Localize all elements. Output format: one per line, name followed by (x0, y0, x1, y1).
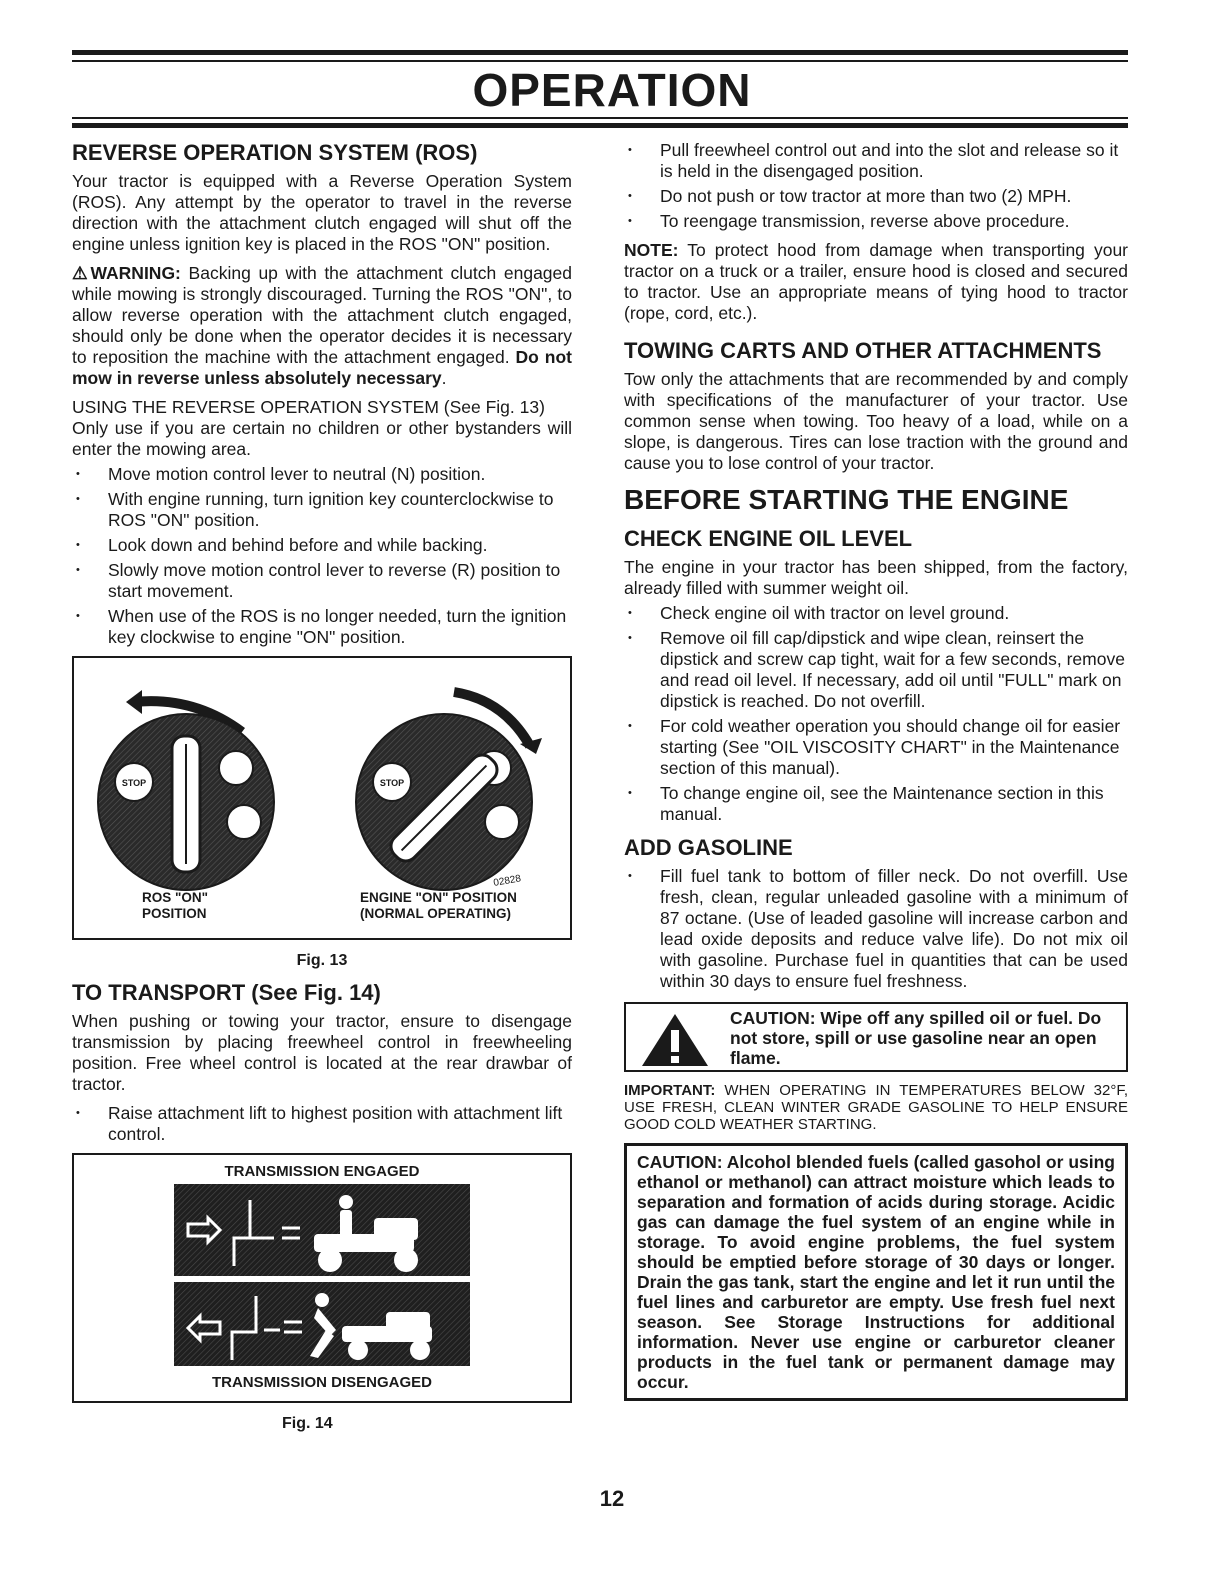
important-label: IMPORTANT: (624, 1082, 716, 1099)
left-column (72, 140, 572, 1443)
warning-text: Backing up with the attachment clutch engaged while mowing is strongly discouraged. Turning the ROS "ON", to allow reverse operation with the attachment clutch engaged, should only be done when the operator decides it is necessary to reposition the machine with the attachment engaged. (72, 263, 572, 367)
list-item: • To reengage transmission, reverse above procedure. (624, 211, 1128, 232)
transmission-engaged-label: TRANSMISSION ENGAGED (224, 1163, 420, 1180)
header-rule-bottom-thin (72, 117, 1128, 119)
start-icon (485, 805, 519, 839)
ros-heading: REVERSE OPERATION SYSTEM (ROS) (72, 140, 478, 165)
figure-13 (72, 656, 572, 940)
note-label: NOTE: (624, 240, 679, 260)
important-text: WHEN OPERATING IN TEMPERATURES BELOW 32°F, USE FRESH, CLEAN WINTER GRADE GASOLINE TO HELP ENSURE GOOD COLD WEATHER STARTING. (624, 1082, 1128, 1133)
list-item: • Do not push or tow tractor at more than two (2) MPH. (624, 186, 1128, 207)
header-rule-top (72, 50, 1128, 55)
list-item: • Check engine oil with tractor on level ground. (624, 603, 1128, 624)
ros-on-label (142, 890, 208, 922)
label-line: ENGINE "ON" POSITION (360, 890, 517, 905)
caution-spill-text: CAUTION: Wipe off any spilled oil or fuel. Do not store, spill or use gasoline near an open flame. (730, 1008, 1102, 1068)
warning-bold: Do not mow in reverse unless absolutely necessary (72, 347, 572, 388)
engine-on-label (360, 890, 517, 922)
note-text: To protect hood from damage when transporting your tractor on a truck or a trailer, ensure hood is closed and secured to tractor. Use an appropriate means of tying hood to tractor (rope, cord, etc.). (624, 240, 1129, 323)
stop-label: STOP (379, 778, 405, 788)
transport-heading: TO TRANSPORT (See Fig. 14) (72, 980, 381, 1005)
label-line: ROS "ON" (142, 890, 209, 905)
ros-using-intro: Only use if you are certain no children or other bystanders will enter the mowing area. (72, 418, 572, 459)
start-icon (227, 805, 261, 839)
list-item: • Pull freewheel control out and into the slot and release so it is held in the disengaged position. (624, 140, 1128, 182)
transmission-disengaged-label: TRANSMISSION DISENGAGED (211, 1374, 433, 1391)
label-line: (NORMAL OPERATING) (360, 906, 511, 921)
towing-heading: TOWING CARTS AND OTHER ATTACHMENTS (624, 338, 1102, 363)
before-starting-heading: BEFORE STARTING THE ENGINE (624, 484, 1069, 515)
gasoline-heading: ADD GASOLINE (624, 835, 793, 860)
towing-text: Tow only the attachments that are recommended by and comply with specifications of the manufacturer of your tractor. Use common sense when towing. Too heavy of a load, while on a slope, is dangerous. Tires can lose traction with the ground and cause you to lose control of your tractor. (624, 369, 1128, 473)
engine-on-dial (356, 692, 542, 890)
list-item: • For cold weather operation you should change oil for easier starting (See "OIL VISCOSITY CHART" in the Maintenance section of this manual). (624, 716, 1128, 779)
label-line: POSITION (142, 906, 207, 921)
header-rule-top-thin (72, 60, 1128, 62)
caution-box-spill (624, 1002, 1128, 1072)
warning-label: WARNING: (90, 263, 181, 283)
gasoline-steps (624, 866, 1128, 992)
figure-code: 02828 (492, 873, 522, 889)
warning-icon: ⚠ (72, 263, 91, 283)
transport-steps-continued (624, 140, 1128, 232)
header-rule-bottom (72, 123, 1128, 128)
ros-steps (72, 464, 572, 648)
right-column (624, 140, 1128, 1401)
figure-13-caption: Fig. 13 (296, 952, 348, 969)
page-title: OPERATION (472, 64, 752, 116)
stop-label: STOP (121, 778, 147, 788)
transport-intro: When pushing or towing your tractor, ensure to disengage transmission by placing freewheel control in freewheeling position. Free wheel control is located at the rear drawbar of tractor. (72, 1011, 572, 1094)
list-item: • Move motion control lever to neutral (N) position. (72, 464, 572, 485)
list-item: • With engine running, turn ignition key counterclockwise to ROS "ON" position. (72, 489, 572, 531)
ros-using-heading: USING THE REVERSE OPERATION SYSTEM (See Fig. 13) (72, 397, 545, 417)
list-item: • To change engine oil, see the Maintenance section in this manual. (624, 783, 1128, 825)
list-item: • Remove oil fill cap/dipstick and wipe clean, reinsert the dipstick and screw cap tight, wait for a few seconds, remove and read oil level. If necessary, add oil until "FULL" mark on dipstick is reached. Do not overfill. (624, 628, 1128, 712)
caution-box-alcohol-fuel: CAUTION: Alcohol blended fuels (called gasohol or using ethanol or methanol) can attract moisture which leads to separation and formation of acids during storage. Acidic gas can damage the fuel system of an engine while in storage. To avoid engine problems, the fuel system should be emptied before storage of 30 days or longer. Drain the gas tank, start the engine and let it run until the fuel lines and carburetor are empty. Use fresh fuel next season. See Storage Instructions for additional information. Never use engine or carburetor cleaner products in the fuel tank or permanent damage may occur. (624, 1143, 1128, 1401)
page-number: 12 (599, 1486, 625, 1511)
figure-14 (72, 1153, 572, 1403)
run-icon (219, 751, 253, 785)
oil-intro: The engine in your tractor has been shipped, from the factory, already filled with summer weight oil. (624, 557, 1128, 598)
oil-steps (624, 603, 1128, 825)
list-item: • Fill fuel tank to bottom of filler neck. Do not overfill. Use fresh, clean, regular unleaded gasoline with a minimum of 87 octane. (Use of leaded gasoline will increase carbon and lead oxide deposits and reduce valve life). Do not mix oil with gasoline. Purchase fuel in quantities that can be used within 30 days to ensure fuel freshness. (624, 866, 1128, 992)
list-item: • Raise attachment lift to highest position with attachment lift control. (72, 1103, 572, 1145)
transmission-illustration (74, 1180, 570, 1370)
oil-heading: CHECK ENGINE OIL LEVEL (624, 526, 913, 551)
figure-14-caption: Fig. 14 (282, 1415, 333, 1432)
transport-steps (72, 1103, 572, 1145)
list-item: • When use of the ROS is no longer needed, turn the ignition key clockwise to engine "ON" position. (72, 606, 572, 648)
ros-warning: ⚠WARNING: Backing up with the attachment clutch engaged while mowing is strongly discouraged. Turning the ROS "ON", to allow reverse operation with the attachment clutch engaged, should only be done when the operator decides it is necessary to reposition the machine with the attachment engaged. Do not mow in reverse unless absolutely necessary. (72, 263, 572, 388)
ros-intro: Your tractor is equipped with a Reverse Operation System (ROS). Any attempt by the operator to travel in the reverse direction with the attachment clutch engaged will shut off the engine unless ignition key is placed in the ROS "ON" position. (72, 171, 572, 254)
important-paragraph (624, 1082, 1128, 1133)
list-item: • Slowly move motion control lever to reverse (R) position to start movement. (72, 560, 572, 602)
note-paragraph (624, 240, 1128, 324)
ros-on-dial (98, 690, 274, 890)
caution-triangle-icon (640, 1012, 710, 1068)
list-item: • Look down and behind before and while backing. (72, 535, 572, 556)
